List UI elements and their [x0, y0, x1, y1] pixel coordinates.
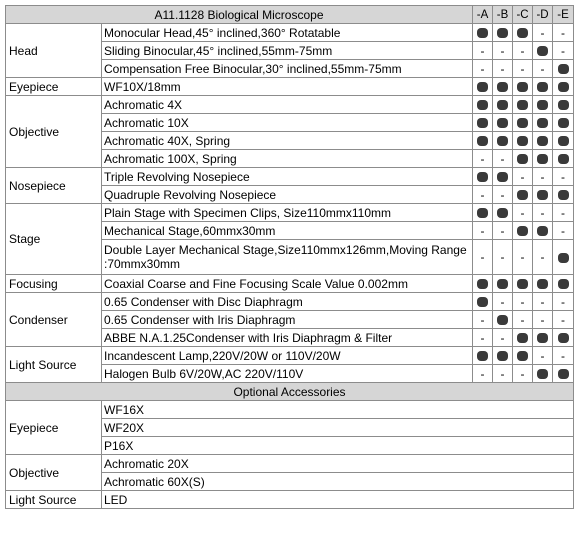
spec-row: [6, 204, 574, 222]
not-included-mark: -: [520, 205, 525, 220]
availability-cell: [533, 222, 553, 240]
availability-cell: [473, 240, 493, 275]
availability-cell: [533, 96, 553, 114]
spec-description: Plain Stage with Specimen Clips, Size110mmx110mm: [102, 204, 473, 222]
optional-item: LED: [102, 491, 574, 509]
category-label: Focusing: [6, 275, 102, 293]
availability-cell: [533, 132, 553, 150]
not-included-mark: -: [480, 151, 485, 166]
included-dot-icon: [517, 82, 528, 92]
not-included-mark: -: [480, 312, 485, 327]
spec-description: Monocular Head,45° inclined,360° Rotatable: [102, 24, 473, 42]
not-included-mark: -: [540, 205, 545, 220]
included-dot-icon: [477, 279, 488, 289]
availability-cell: [533, 78, 553, 96]
availability-cell: [493, 60, 513, 78]
availability-cell: [473, 60, 493, 78]
availability-cell: [493, 329, 513, 347]
not-included-mark: -: [520, 312, 525, 327]
availability-cell: [473, 293, 493, 311]
included-dot-icon: [517, 100, 528, 110]
spec-description: Achromatic 100X, Spring: [102, 150, 473, 168]
included-dot-icon: [537, 154, 548, 164]
availability-cell: [473, 132, 493, 150]
spec-description: ABBE N.A.1.25Condenser with Iris Diaphragm & Filter: [102, 329, 473, 347]
availability-cell: [513, 293, 533, 311]
optional-header-row: [6, 383, 574, 401]
availability-cell: [513, 42, 533, 60]
model-header: -D: [533, 6, 553, 24]
included-dot-icon: [517, 351, 528, 361]
spec-row: [6, 347, 574, 365]
included-dot-icon: [497, 28, 508, 38]
optional-item: WF20X: [102, 419, 574, 437]
not-included-mark: -: [520, 169, 525, 184]
included-dot-icon: [517, 226, 528, 236]
availability-cell: [553, 114, 574, 132]
not-included-mark: -: [500, 151, 505, 166]
included-dot-icon: [497, 82, 508, 92]
spec-description: Incandescent Lamp,220V/20W or 110V/20W: [102, 347, 473, 365]
availability-cell: [513, 60, 533, 78]
not-included-mark: -: [500, 43, 505, 58]
included-dot-icon: [497, 136, 508, 146]
not-included-mark: -: [561, 294, 566, 309]
not-included-mark: -: [540, 25, 545, 40]
availability-cell: [533, 186, 553, 204]
optional-category-label: Objective: [6, 455, 102, 491]
availability-cell: [473, 114, 493, 132]
included-dot-icon: [477, 100, 488, 110]
included-dot-icon: [537, 369, 548, 379]
not-included-mark: -: [480, 366, 485, 381]
availability-cell: [513, 186, 533, 204]
included-dot-icon: [497, 279, 508, 289]
included-dot-icon: [558, 253, 569, 263]
included-dot-icon: [537, 118, 548, 128]
availability-cell: [513, 96, 533, 114]
spec-description: Double Layer Mechanical Stage,Size110mmx126mm,Moving Range :70mmx30mm: [102, 240, 473, 275]
spec-description: WF10X/18mm: [102, 78, 473, 96]
optional-item: Achromatic 60X(S): [102, 473, 574, 491]
not-included-mark: -: [540, 169, 545, 184]
not-included-mark: -: [540, 250, 545, 264]
spec-description: Quadruple Revolving Nosepiece: [102, 186, 473, 204]
included-dot-icon: [537, 46, 548, 56]
availability-cell: [493, 347, 513, 365]
availability-cell: [473, 150, 493, 168]
availability-cell: [533, 275, 553, 293]
availability-cell: [473, 186, 493, 204]
spec-row: [6, 96, 574, 114]
not-included-mark: -: [480, 187, 485, 202]
included-dot-icon: [497, 118, 508, 128]
not-included-mark: -: [561, 223, 566, 238]
not-included-mark: -: [561, 169, 566, 184]
availability-cell: [553, 96, 574, 114]
availability-cell: [513, 78, 533, 96]
not-included-mark: -: [480, 250, 485, 264]
not-included-mark: -: [500, 366, 505, 381]
spec-description: Mechanical Stage,60mmx30mm: [102, 222, 473, 240]
included-dot-icon: [558, 279, 569, 289]
spec-description: Achromatic 4X: [102, 96, 473, 114]
optional-row: [6, 455, 574, 473]
category-label: Condenser: [6, 293, 102, 347]
included-dot-icon: [558, 136, 569, 146]
availability-cell: [493, 78, 513, 96]
availability-cell: [533, 293, 553, 311]
included-dot-icon: [558, 333, 569, 343]
not-included-mark: -: [480, 223, 485, 238]
spec-description: 0.65 Condenser with Disc Diaphragm: [102, 293, 473, 311]
availability-cell: [493, 24, 513, 42]
availability-cell: [553, 365, 574, 383]
included-dot-icon: [558, 64, 569, 74]
included-dot-icon: [497, 172, 508, 182]
availability-cell: [493, 186, 513, 204]
included-dot-icon: [477, 136, 488, 146]
optional-category-label: Light Source: [6, 491, 102, 509]
spec-description: Triple Revolving Nosepiece: [102, 168, 473, 186]
availability-cell: [553, 42, 574, 60]
table-title: A11.1128 Biological Microscope: [6, 6, 473, 24]
included-dot-icon: [558, 190, 569, 200]
availability-cell: [513, 222, 533, 240]
optional-item: WF16X: [102, 401, 574, 419]
availability-cell: [513, 24, 533, 42]
spec-row: [6, 293, 574, 311]
spec-table: [5, 5, 574, 509]
availability-cell: [553, 60, 574, 78]
included-dot-icon: [537, 226, 548, 236]
included-dot-icon: [517, 190, 528, 200]
availability-cell: [493, 293, 513, 311]
not-included-mark: -: [520, 366, 525, 381]
model-header: -E: [553, 6, 574, 24]
availability-cell: [473, 168, 493, 186]
category-label: Head: [6, 24, 102, 78]
included-dot-icon: [497, 315, 508, 325]
included-dot-icon: [558, 82, 569, 92]
not-included-mark: -: [561, 43, 566, 58]
not-included-mark: -: [561, 25, 566, 40]
availability-cell: [553, 186, 574, 204]
included-dot-icon: [517, 28, 528, 38]
availability-cell: [533, 42, 553, 60]
availability-cell: [533, 24, 553, 42]
included-dot-icon: [517, 118, 528, 128]
availability-cell: [473, 329, 493, 347]
availability-cell: [553, 311, 574, 329]
availability-cell: [533, 347, 553, 365]
model-header: -B: [493, 6, 513, 24]
not-included-mark: -: [480, 43, 485, 58]
optional-accessories-title: Optional Accessories: [6, 383, 574, 401]
availability-cell: [533, 204, 553, 222]
included-dot-icon: [537, 100, 548, 110]
model-header: -C: [513, 6, 533, 24]
spec-description: 0.65 Condenser with Iris Diaphragm: [102, 311, 473, 329]
availability-cell: [513, 347, 533, 365]
availability-cell: [553, 168, 574, 186]
included-dot-icon: [497, 208, 508, 218]
availability-cell: [513, 114, 533, 132]
not-included-mark: -: [520, 250, 525, 264]
availability-cell: [473, 347, 493, 365]
not-included-mark: -: [480, 330, 485, 345]
availability-cell: [533, 365, 553, 383]
not-included-mark: -: [561, 312, 566, 327]
availability-cell: [513, 275, 533, 293]
optional-item: P16X: [102, 437, 574, 455]
availability-cell: [473, 275, 493, 293]
spec-row: [6, 168, 574, 186]
included-dot-icon: [477, 172, 488, 182]
availability-cell: [553, 204, 574, 222]
not-included-mark: -: [540, 312, 545, 327]
not-included-mark: -: [540, 61, 545, 76]
included-dot-icon: [537, 136, 548, 146]
not-included-mark: -: [520, 294, 525, 309]
availability-cell: [493, 204, 513, 222]
included-dot-icon: [517, 333, 528, 343]
availability-cell: [493, 150, 513, 168]
availability-cell: [513, 240, 533, 275]
included-dot-icon: [558, 118, 569, 128]
availability-cell: [513, 204, 533, 222]
included-dot-icon: [477, 82, 488, 92]
availability-cell: [533, 150, 553, 168]
availability-cell: [473, 222, 493, 240]
not-included-mark: -: [500, 223, 505, 238]
not-included-mark: -: [500, 187, 505, 202]
availability-cell: [553, 275, 574, 293]
availability-cell: [553, 347, 574, 365]
included-dot-icon: [537, 279, 548, 289]
availability-cell: [473, 42, 493, 60]
availability-cell: [513, 150, 533, 168]
not-included-mark: -: [561, 348, 566, 363]
not-included-mark: -: [520, 43, 525, 58]
availability-cell: [513, 132, 533, 150]
availability-cell: [493, 365, 513, 383]
availability-cell: [493, 132, 513, 150]
included-dot-icon: [558, 369, 569, 379]
availability-cell: [513, 365, 533, 383]
spec-description: Sliding Binocular,45° inclined,55mm-75mm: [102, 42, 473, 60]
included-dot-icon: [477, 351, 488, 361]
availability-cell: [473, 96, 493, 114]
category-label: Light Source: [6, 347, 102, 383]
availability-cell: [473, 78, 493, 96]
included-dot-icon: [477, 208, 488, 218]
model-header: -A: [473, 6, 493, 24]
title-row: [6, 6, 574, 24]
availability-cell: [513, 168, 533, 186]
not-included-mark: -: [500, 61, 505, 76]
spec-description: Coaxial Coarse and Fine Focusing Scale Value 0.002mm: [102, 275, 473, 293]
spec-row: [6, 24, 574, 42]
optional-item: Achromatic 20X: [102, 455, 574, 473]
included-dot-icon: [517, 279, 528, 289]
included-dot-icon: [517, 136, 528, 146]
spec-description: Achromatic 10X: [102, 114, 473, 132]
availability-cell: [493, 96, 513, 114]
category-label: Objective: [6, 96, 102, 168]
availability-cell: [533, 311, 553, 329]
availability-cell: [493, 168, 513, 186]
availability-cell: [473, 24, 493, 42]
availability-cell: [553, 222, 574, 240]
availability-cell: [513, 329, 533, 347]
availability-cell: [493, 222, 513, 240]
availability-cell: [533, 240, 553, 275]
availability-cell: [533, 168, 553, 186]
not-included-mark: -: [540, 294, 545, 309]
included-dot-icon: [497, 100, 508, 110]
availability-cell: [533, 60, 553, 78]
included-dot-icon: [477, 28, 488, 38]
not-included-mark: -: [500, 330, 505, 345]
spec-description: Compensation Free Binocular,30° inclined,55mm-75mm: [102, 60, 473, 78]
availability-cell: [473, 311, 493, 329]
availability-cell: [553, 24, 574, 42]
not-included-mark: -: [500, 294, 505, 309]
optional-row: [6, 491, 574, 509]
category-label: Eyepiece: [6, 78, 102, 96]
availability-cell: [553, 150, 574, 168]
category-label: Stage: [6, 204, 102, 275]
availability-cell: [513, 311, 533, 329]
included-dot-icon: [497, 351, 508, 361]
included-dot-icon: [477, 297, 488, 307]
availability-cell: [533, 114, 553, 132]
availability-cell: [493, 114, 513, 132]
spec-row: [6, 275, 574, 293]
availability-cell: [473, 365, 493, 383]
spec-description: Halogen Bulb 6V/20W,AC 220V/110V: [102, 365, 473, 383]
availability-cell: [493, 240, 513, 275]
optional-category-label: Eyepiece: [6, 401, 102, 455]
not-included-mark: -: [480, 61, 485, 76]
not-included-mark: -: [520, 61, 525, 76]
availability-cell: [493, 42, 513, 60]
spec-row: [6, 78, 574, 96]
availability-cell: [553, 240, 574, 275]
spec-description: Achromatic 40X, Spring: [102, 132, 473, 150]
availability-cell: [553, 78, 574, 96]
included-dot-icon: [558, 100, 569, 110]
availability-cell: [553, 293, 574, 311]
availability-cell: [473, 204, 493, 222]
optional-row: [6, 401, 574, 419]
included-dot-icon: [537, 190, 548, 200]
availability-cell: [493, 311, 513, 329]
included-dot-icon: [477, 118, 488, 128]
availability-cell: [553, 329, 574, 347]
included-dot-icon: [537, 333, 548, 343]
availability-cell: [533, 329, 553, 347]
not-included-mark: -: [500, 250, 505, 264]
included-dot-icon: [558, 154, 569, 164]
availability-cell: [493, 275, 513, 293]
not-included-mark: -: [561, 205, 566, 220]
included-dot-icon: [537, 82, 548, 92]
availability-cell: [553, 132, 574, 150]
included-dot-icon: [517, 154, 528, 164]
not-included-mark: -: [540, 348, 545, 363]
category-label: Nosepiece: [6, 168, 102, 204]
